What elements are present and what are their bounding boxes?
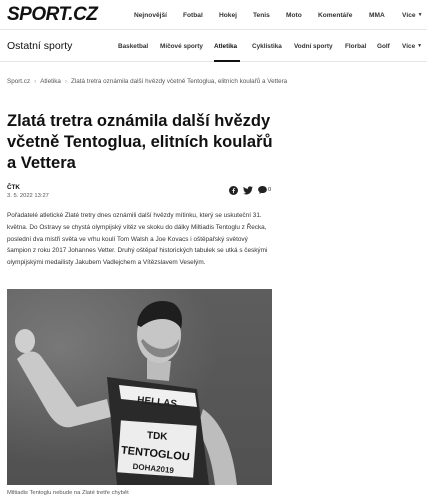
- subnav-atletika[interactable]: Atletika: [214, 43, 238, 50]
- article-author[interactable]: ČTK: [7, 184, 20, 191]
- comment-icon: [258, 186, 267, 194]
- sidebar-ad-space: [286, 100, 420, 490]
- active-tab-indicator: [214, 60, 240, 62]
- comments-link[interactable]: [258, 186, 271, 194]
- nav-link-vice[interactable]: [402, 12, 423, 19]
- nav-link-tenis[interactable]: Tenis: [253, 11, 270, 19]
- article-headline: Zlatá tretra oznámila další hvězdy včetně Tentoglua, elitních koulařů a Vettera: [7, 112, 273, 172]
- breadcrumb: [7, 78, 287, 85]
- breadcrumb-separator: ›: [64, 78, 67, 85]
- facebook-icon[interactable]: [229, 186, 238, 195]
- subnav-florbal[interactable]: Florbal: [345, 43, 367, 50]
- athlete-photo-illustration: [7, 289, 272, 485]
- nav-link-komentare[interactable]: Komentáře: [318, 11, 353, 19]
- chevron-down-icon: ▼: [417, 43, 423, 50]
- subnav-vodni-sporty[interactable]: Vodní sporty: [294, 43, 333, 50]
- bib-event: DOHA2019: [132, 461, 175, 476]
- nav-link-hokej[interactable]: Hokej: [219, 11, 237, 19]
- breadcrumb-section[interactable]: Atletika: [40, 78, 61, 85]
- subnav-golf[interactable]: Golf: [377, 43, 390, 50]
- subnav-vice-label: Více: [402, 43, 416, 50]
- photo-caption: Miltiadis Tentoglu nebude na Zlaté tretře chybět: [7, 490, 129, 496]
- nav-link-vice-label: Více: [402, 11, 416, 19]
- article-photo[interactable]: [7, 289, 272, 485]
- nav-link-fotbal[interactable]: Fotbal: [183, 11, 203, 19]
- twitter-icon[interactable]: [243, 186, 253, 195]
- nav-link-mma[interactable]: MMA: [369, 11, 385, 19]
- bib-name: TENTOGLOU: [120, 444, 191, 464]
- comment-count: 0: [268, 187, 272, 193]
- top-header: [0, 0, 427, 30]
- jersey-text: HELLAS: [136, 394, 178, 411]
- subnav-cyklistika[interactable]: Cyklistika: [252, 43, 282, 50]
- subnav-basketbal[interactable]: Basketbal: [118, 43, 149, 50]
- breadcrumb-home[interactable]: Sport.cz: [7, 78, 31, 85]
- subnav-vice[interactable]: [402, 43, 422, 50]
- nav-link-moto[interactable]: Moto: [286, 11, 302, 19]
- breadcrumb-current: Zlatá tretra oznámila další hvězdy včetně Tentoglua, elitních koulařů a Vettera: [70, 78, 288, 85]
- bib-sponsor: TDK: [146, 430, 168, 443]
- article-date: 3. 5. 2022 13:27: [7, 193, 49, 199]
- article-perex: Pořadatelé atletické Zlaté tretry dnes oznámili další hvězdy mítinku, který se uskuteční 31. května. Do Ostravy se chystá olympijský vítěz ve skoku do dálky Miltiadis Tentoglu z Řecka, poslední dva mistři světa ve vrhu koulí Tom Walsh a Joe Kovacs i oštěpařský světový šampion z roku 2017 Johannes Vetter. Druhý oštěpař historických tabulek se utká s českými olympijskými medailisty Jakubem Vadlejchem a Vítězslavem Veselým.: [7, 212, 268, 267]
- subnav-micove-sporty[interactable]: Míčové sporty: [160, 43, 203, 50]
- section-title[interactable]: Ostatní sporty: [7, 40, 73, 52]
- chevron-down-icon: ▼: [417, 11, 423, 18]
- breadcrumb-separator: ›: [34, 78, 37, 85]
- nav-link-nejnovejsi[interactable]: Nejnovější: [134, 11, 167, 19]
- section-header: [0, 31, 427, 62]
- site-logo[interactable]: SPORT.CZ: [7, 4, 98, 25]
